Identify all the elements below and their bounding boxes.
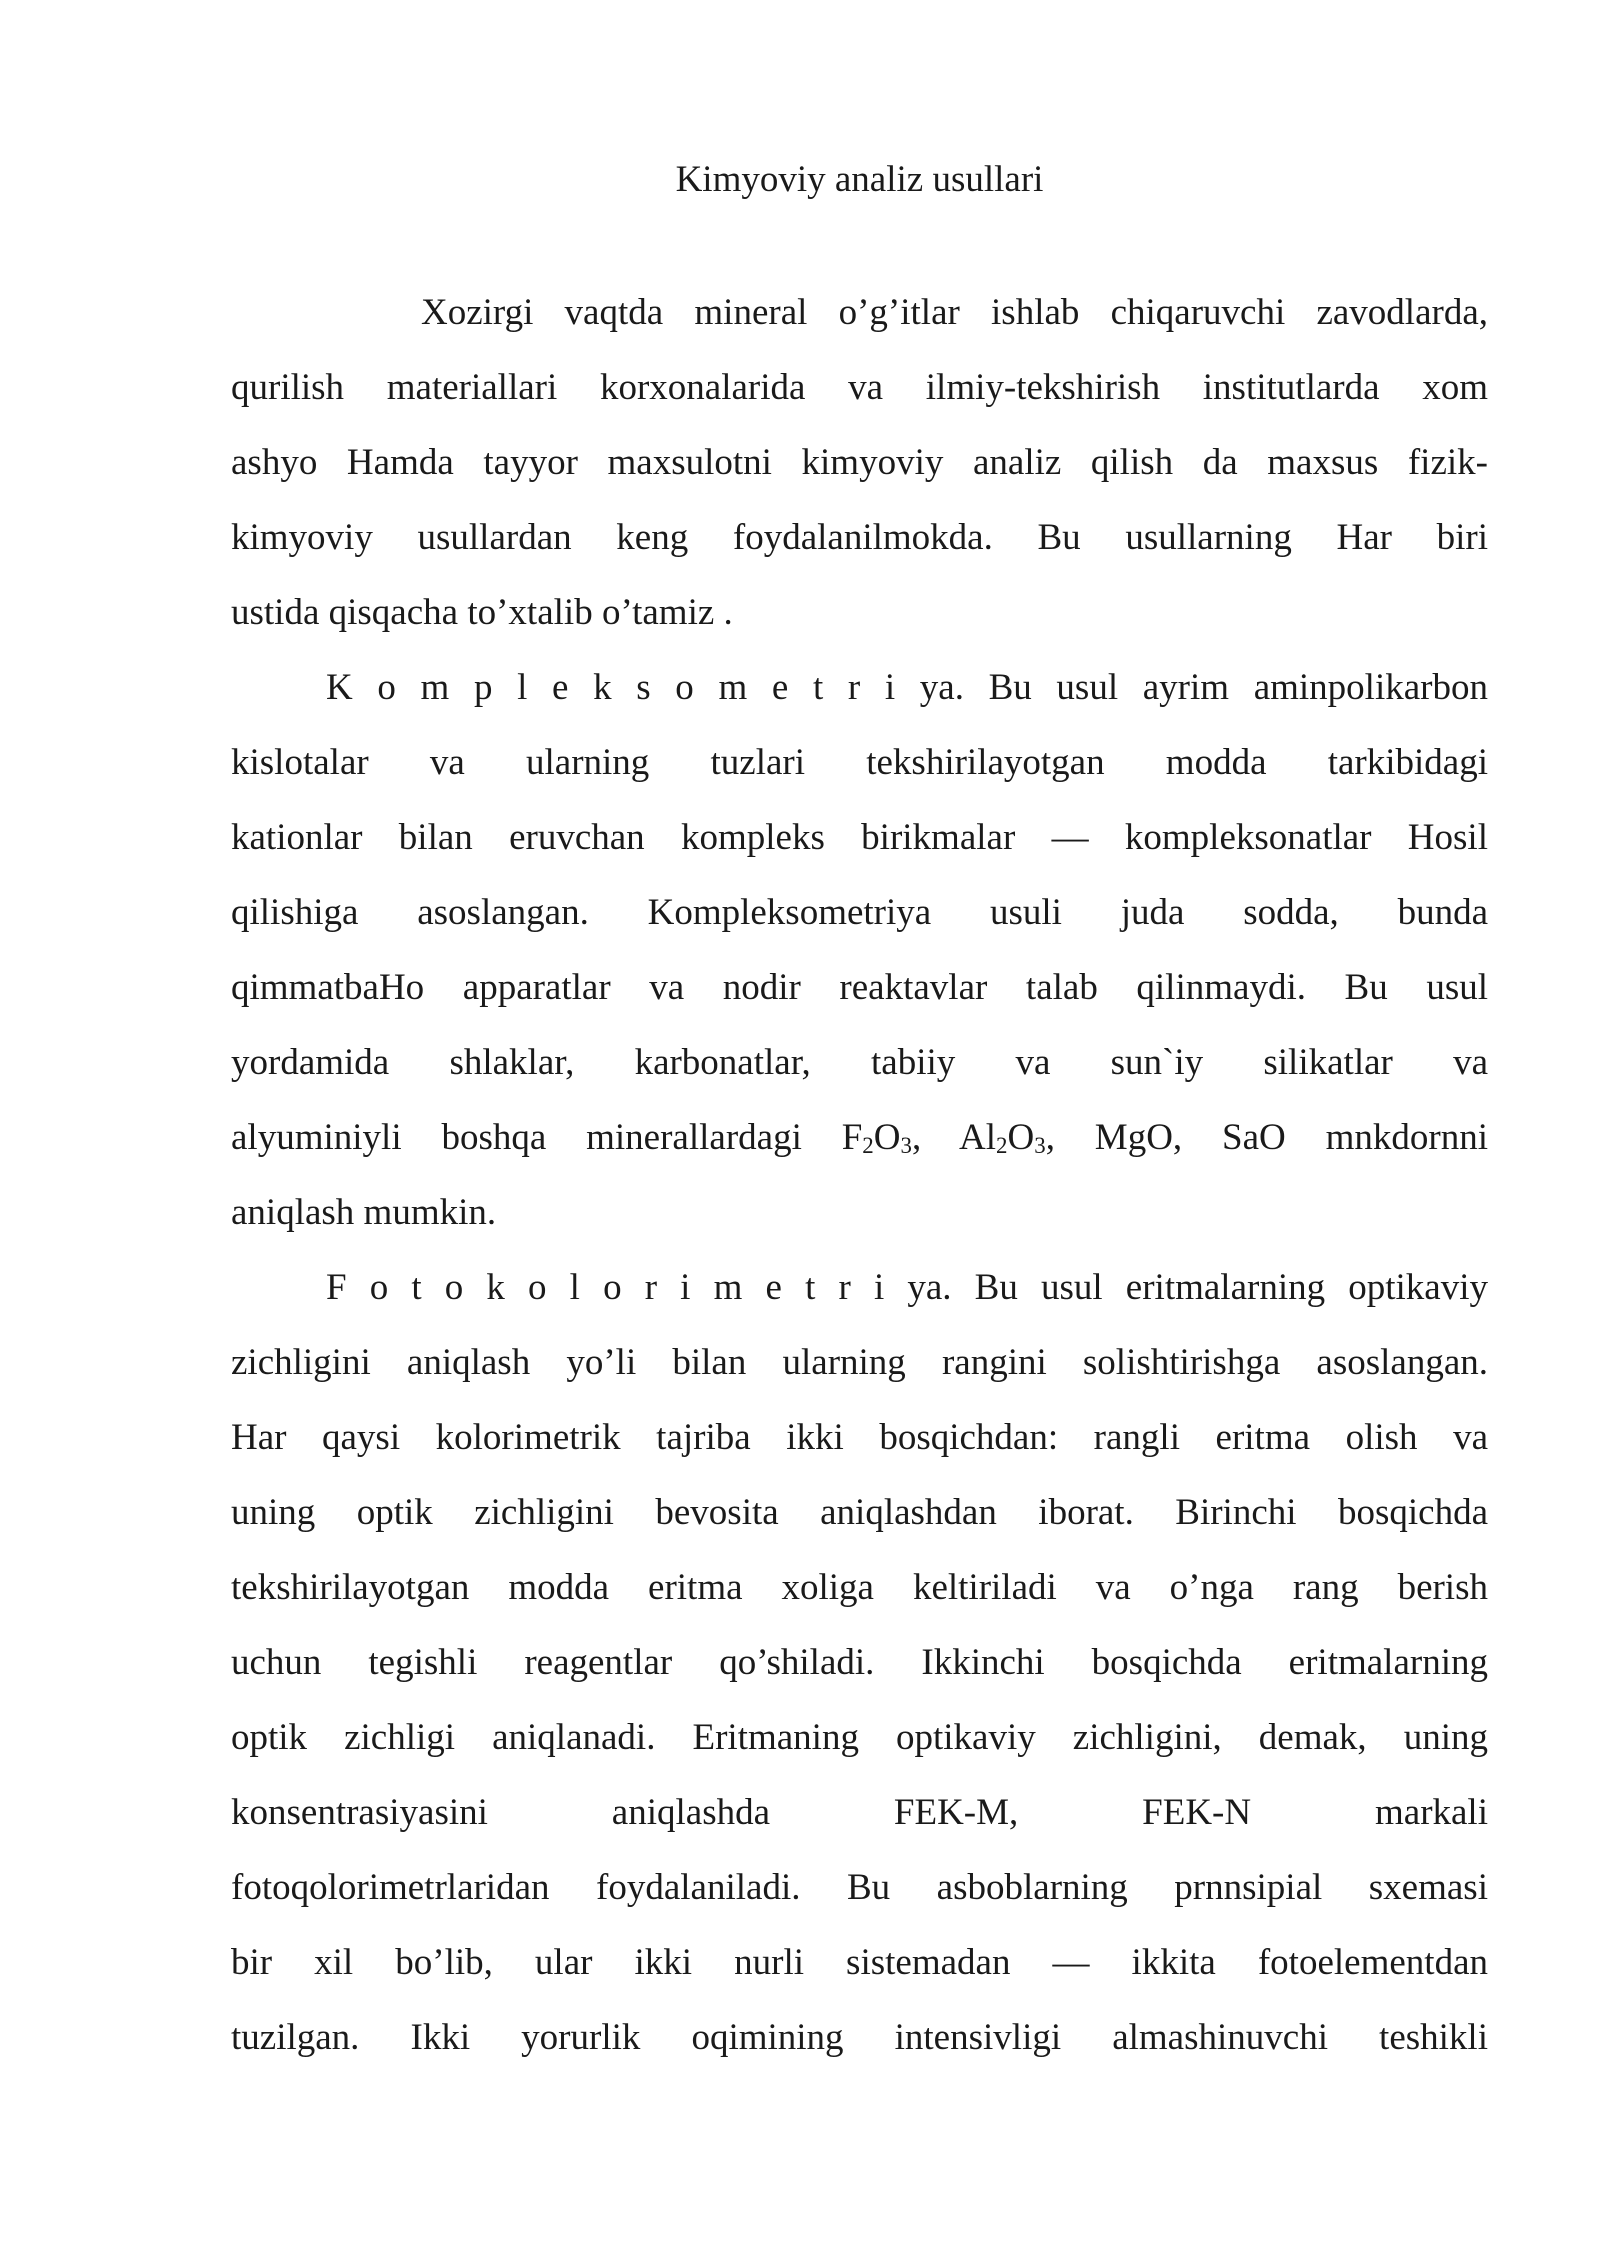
- paragraph-fotokolorimetriya: [231, 1250, 1488, 2075]
- text-line: kislotalar va ularning tuzlari tekshirilayotgan modda tarkibidagi: [231, 742, 1488, 783]
- formula-subscript: 2: [862, 1133, 874, 1159]
- text-line: F o t o k o l o r i m e t r i ya. Bu usul eritmalarning optikaviy: [326, 1267, 1488, 1308]
- text-line: kimyoviy usullardan keng foydalanilmokda. Bu usullarning Har biri: [231, 517, 1488, 558]
- text-line: kationlar bilan eruvchan kompleks birikmalar — kompleksonatlar Hosil: [231, 817, 1488, 858]
- document-title: Kimyoviy analiz usullari: [675, 159, 1044, 200]
- formula-line: [231, 1100, 1488, 1175]
- text-line: ashyo Hamda tayyor maxsulotni kimyoviy analiz qilish da maxsus fizik-: [231, 442, 1488, 483]
- text-line: bir xil bo’lib, ular ikki nurli sistemadan — ikkita fotoelementdan: [231, 1942, 1488, 1983]
- text-line: aniqlash mumkin.: [231, 1192, 497, 1233]
- text-line: tuzilgan. Ikki yorurlik oqimining intensivligi almashinuvchi teshikli: [231, 2017, 1488, 2058]
- text-line: konsentrasiyasini aniqlashda FEK-M, FEK-N markali: [231, 1792, 1488, 1833]
- text-line: qurilish materiallari korxonalarida va ilmiy-tekshirish institutlarda xom: [231, 367, 1488, 408]
- formula-subscript: 2: [996, 1133, 1008, 1159]
- formula-subscript: 3: [1034, 1133, 1046, 1159]
- formula-text: O: [1007, 1117, 1035, 1158]
- text-line: uchun tegishli reagentlar qo’shiladi. Ikkinchi bosqichda eritmalarning: [231, 1642, 1488, 1683]
- text-line: Xozirgi vaqtda mineral o’g’itlar ishlab chiqaruvchi zavodlarda,: [421, 292, 1488, 333]
- formula-text-after: , MgO, SaO mnkdornni: [1045, 1117, 1488, 1158]
- text-line: yordamida shlaklar, karbonatlar, tabiiy va sun`iy silikatlar va: [231, 1042, 1488, 1083]
- formula-text-before: alyuminiyli boshqa minerallardagi F: [231, 1117, 863, 1158]
- text-line: K o m p l e k s o m e t r i ya. Bu usul ayrim aminpolikarbon: [326, 667, 1488, 708]
- document-page: [231, 140, 1488, 2075]
- text-line: qimmatbaHo apparatlar va nodir reaktavlar talab qilinmaydi. Bu usul: [231, 967, 1488, 1008]
- text-line: uning optik zichligini bevosita aniqlashdan iborat. Birinchi bosqichda: [231, 1492, 1488, 1533]
- text-line: tekshirilayotgan modda eritma xoliga keltiriladi va o’nga rang berish: [231, 1567, 1488, 1608]
- text-line: ustida qisqacha to’xtalib o’tamiz .: [231, 592, 733, 633]
- paragraph-komplexometriya: [231, 650, 1488, 1250]
- text-line: Har qaysi kolorimetrik tajriba ikki bosqichdan: rangli eritma olish va: [231, 1417, 1488, 1458]
- text-line: zichligini aniqlash yo’li bilan ularning rangini solishtirishga asoslangan.: [231, 1342, 1488, 1383]
- formula-text: , Al: [911, 1117, 997, 1158]
- formula-text: O: [873, 1117, 901, 1158]
- paragraph-intro: [231, 275, 1488, 650]
- formula-subscript: 3: [900, 1133, 912, 1159]
- text-line: qilishiga asoslangan. Kompleksometriya usuli juda sodda, bunda: [231, 892, 1488, 933]
- text-line: fotoqolorimetrlaridan foydalaniladi. Bu asboblarning prnnsipial sxemasi: [231, 1867, 1488, 1908]
- text-line: optik zichligi aniqlanadi. Eritmaning optikaviy zichligini, demak, uning: [231, 1717, 1488, 1758]
